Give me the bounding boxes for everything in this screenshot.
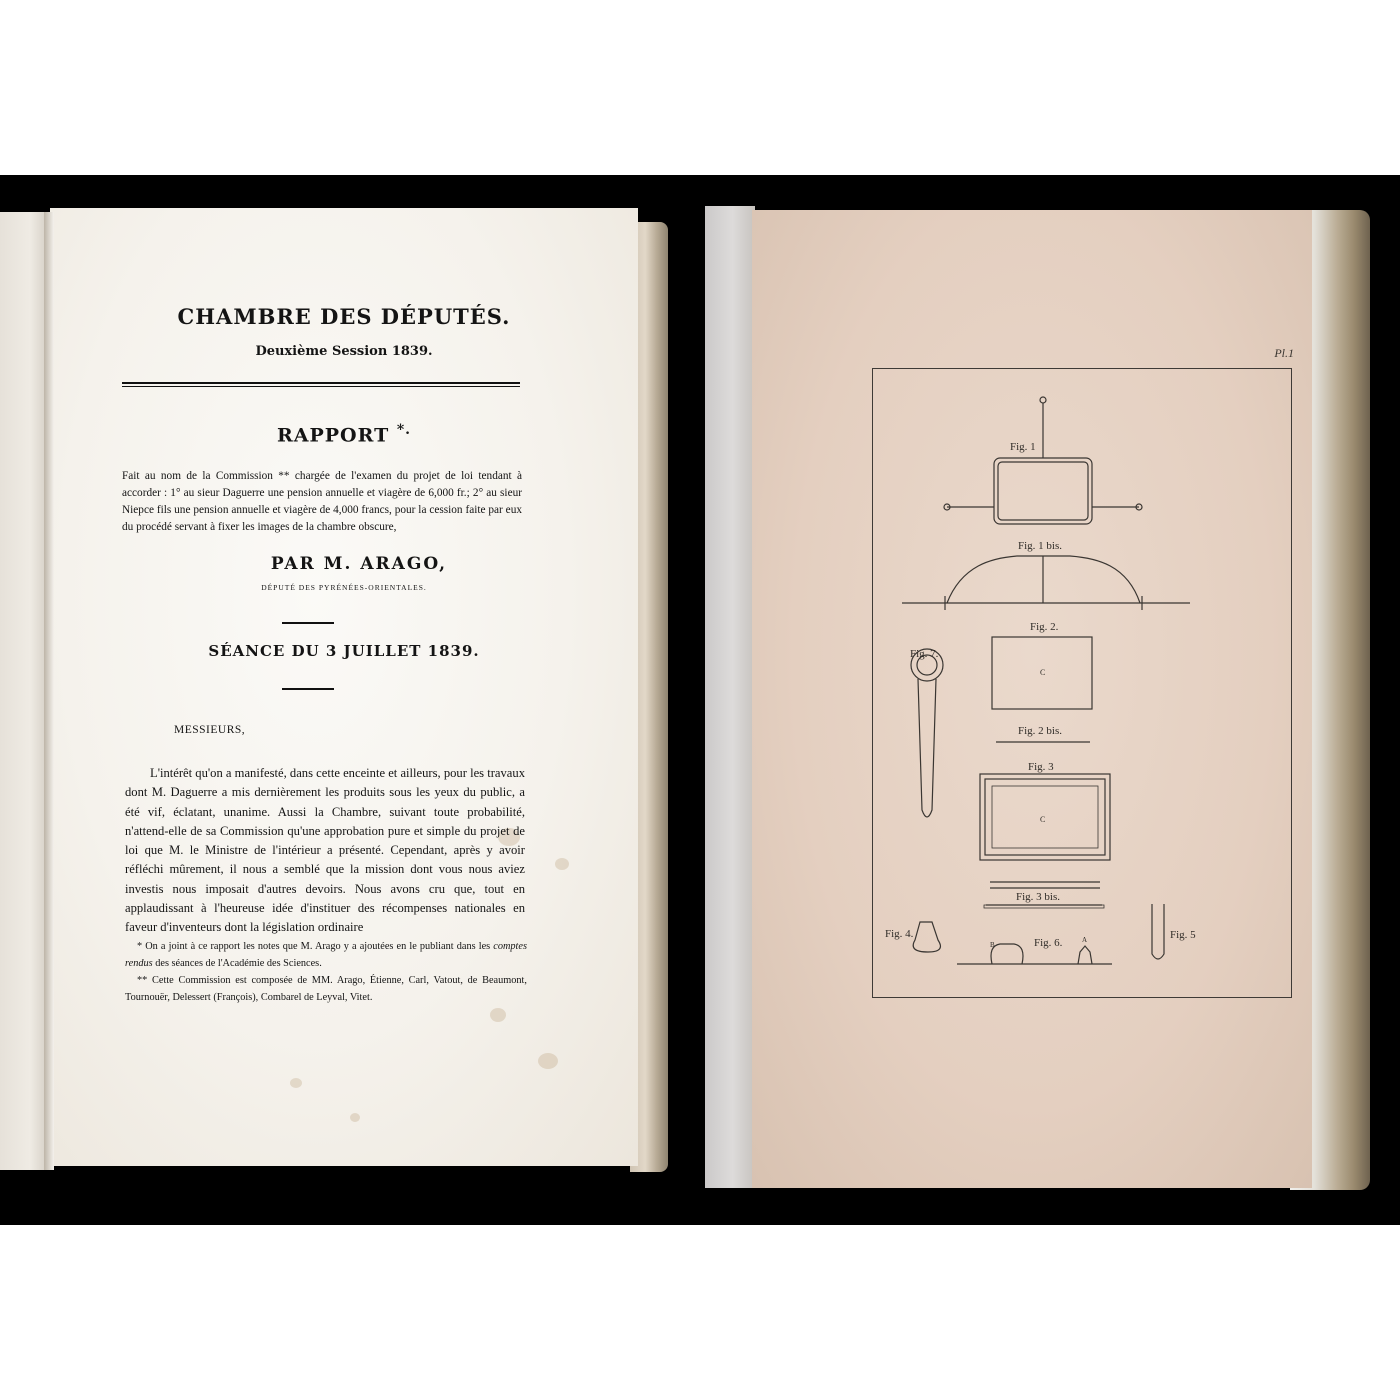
fig-5-label: Fig. 5 [1170, 929, 1196, 941]
body-paragraph: L'intérêt qu'on a manifesté, dans cette enceinte et ailleurs, pour les travaux dont M. Daguerre a mis dernièrement les produits sous les yeux du public, a été vif, éclatant, unanime. Aussi la Chambre, suivant toute probabilité, n'attend-elle de sa Commission qu'une approbation pure et simple du projet de loi que M. le Ministre de l'intérieur a présenté. Cependant, après y avoir réfléchi mûrement, il nous a semblé que la mission dont vous nous aviez investis nous imposait d'autres devoirs. Nous avons cru que, tout en applaudissant à l'heureuse idée d'instituer des récompenses nationales en faveur d'inventeurs dont la législation ordinaire [125, 766, 525, 935]
left-book-gutter [44, 212, 54, 1170]
footnote-2: ** Cette Commission est composée de MM. Arago, Étienne, Carl, Vatout, de Beaumont, Tournouër, Delessert (François), Combarel de Leyval, Vitet. [125, 975, 527, 1003]
session-subtitle: Deuxième Session 1839. [255, 344, 433, 359]
fig-1-drawing [944, 397, 1142, 524]
fig-4-drawing [913, 922, 940, 952]
footnote-1-text-end: des séances de l'Académie des Sciences. [152, 958, 322, 969]
seance-heading: SÉANCE DU 3 JUILLET 1839. [208, 642, 480, 660]
fig-3-label: Fig. 3 [1028, 761, 1054, 773]
fig-7-drawing [911, 649, 943, 817]
fig-1-bis-label: Fig. 1 bis. [1018, 540, 1063, 552]
author-line: PAR M. ARAGO, [270, 554, 448, 574]
plate-engraving [752, 210, 1312, 1188]
fig-3-bis-label: Fig. 3 bis. [1016, 891, 1061, 903]
fig-6-b-label: B [990, 941, 995, 949]
footnotes [125, 938, 527, 1006]
report-introduction: Fait au nom de la Commission ** chargée de l'examen du projet de loi tendant à accorder : 1° au sieur Daguerre une pension annuelle et viagère de 6,000 fr.; 2° au sieur Niepce fils une pension annuelle et viagère de 4,000 francs, pour la cession faite par eux du procédé servant à fixer les images de la chambre obscure, [122, 470, 522, 533]
fig-3-c-label: C [1040, 815, 1046, 824]
fig-4-label: Fig. 4. [885, 928, 914, 940]
footnote-1 [125, 938, 527, 972]
foxing-stain [350, 1113, 360, 1122]
fig-3-drawing [980, 774, 1110, 908]
left-book-page [50, 208, 638, 1166]
rapport-heading [50, 422, 638, 446]
salutation: MESSIEURS, [174, 724, 246, 736]
plate-page [752, 210, 1312, 1188]
short-rule [282, 622, 334, 624]
title-double-rule [122, 386, 520, 387]
fig-1-label: Fig. 1 [1010, 441, 1036, 453]
fig-6-label: Fig. 6. [1034, 937, 1063, 949]
left-book-previous-page [0, 212, 50, 1170]
fig-2-label: Fig. 2. [1030, 621, 1059, 633]
fig-2-c-label: C [1040, 668, 1046, 677]
title-double-rule [122, 382, 520, 384]
foxing-stain [555, 858, 569, 870]
footnote-1-italic: comptes rendus [125, 941, 527, 969]
fig-5-drawing [1152, 904, 1164, 959]
rapport-footnote-mark: *. [396, 422, 412, 438]
foxing-stain [538, 1053, 558, 1069]
rapport-text: RAPPORT [276, 424, 390, 447]
plate-number: Pl.1 [1274, 346, 1294, 360]
author-title: DÉPUTÉ DES PYRÉNÉES-ORIENTALES. [261, 583, 427, 592]
fig-7-label: Fig. 7. [910, 648, 939, 660]
fig-2-bis-label: Fig. 2 bis. [1018, 725, 1063, 737]
short-rule [282, 688, 334, 690]
right-book-blank-leaf [705, 206, 755, 1188]
footnote-1-text: * On a joint à ce rapport les notes que M. Arago y a ajoutées en le publiant dans les [137, 941, 494, 952]
fig-6-a-label: A [1082, 936, 1088, 944]
foxing-stain [290, 1078, 302, 1088]
page-title: CHAMBRE DES DÉPUTÉS. [177, 304, 511, 329]
foxing-stain [490, 1008, 506, 1022]
fig-1-bis-drawing [902, 556, 1190, 610]
